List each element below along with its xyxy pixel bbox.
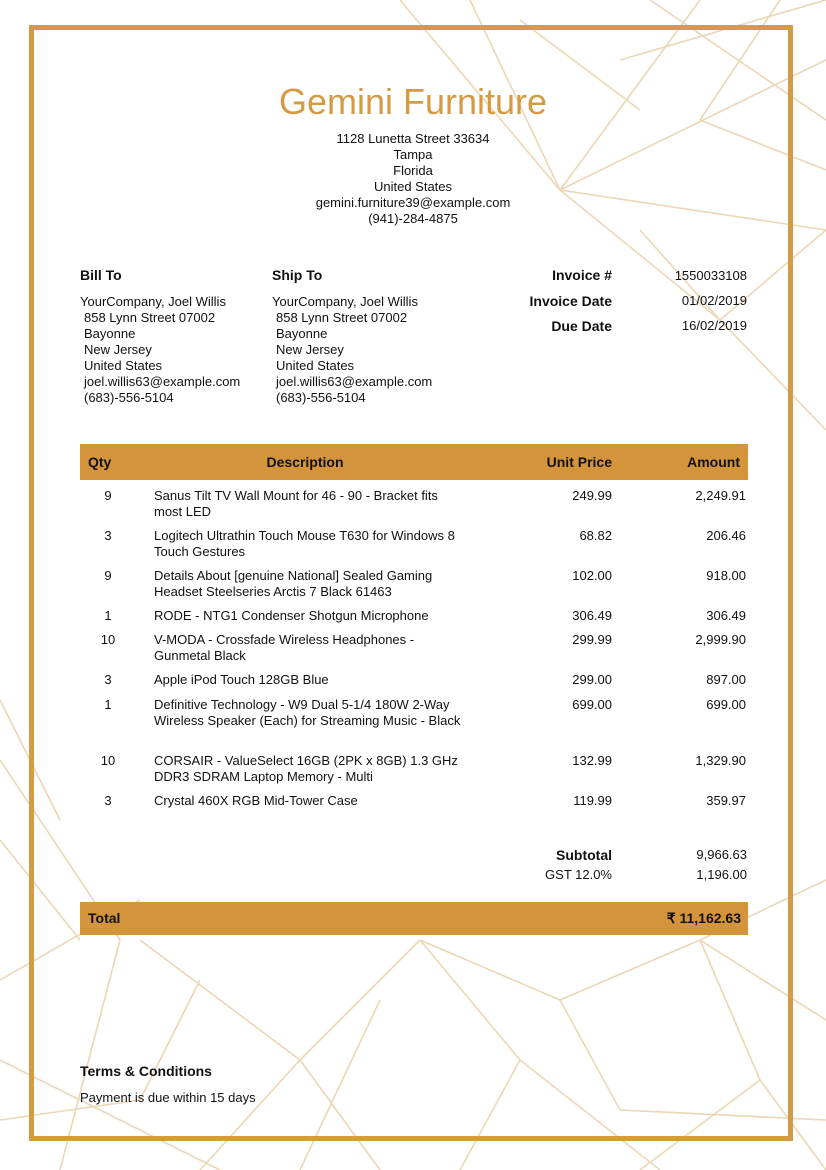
row-description: Sanus Tilt TV Wall Mount for 46 - 90 - Bracket fits most LED bbox=[154, 488, 438, 519]
total-bar bbox=[80, 902, 748, 935]
row-unit-price: 119.99 bbox=[573, 793, 612, 808]
ship-to-line: Bayonne bbox=[276, 326, 328, 341]
row-amount: 1,329.90 bbox=[695, 753, 746, 768]
description-header: Description bbox=[266, 454, 344, 470]
row-description: Details About [genuine National] Sealed Gaming Headset Steelseries Arctis 7 Black 61463 bbox=[154, 568, 433, 599]
row-qty: 10 bbox=[100, 632, 116, 647]
company-address-line: Tampa bbox=[393, 147, 433, 162]
row-amount: 918.00 bbox=[706, 568, 746, 583]
invoice-date-label: Invoice Date bbox=[529, 293, 612, 309]
row-amount: 699.00 bbox=[706, 697, 746, 712]
total-label: Total bbox=[88, 910, 121, 926]
bill-to-line: Bayonne bbox=[84, 326, 136, 341]
row-qty: 1 bbox=[104, 608, 112, 623]
bill-to-address bbox=[80, 294, 270, 406]
company-address-line: United States bbox=[373, 179, 453, 194]
row-unit-price: 299.99 bbox=[572, 632, 612, 647]
invoice-date: 01/02/2019 bbox=[681, 293, 747, 308]
ship-to-line: 858 Lynn Street 07002 bbox=[276, 310, 408, 325]
due-date: 16/02/2019 bbox=[681, 318, 747, 333]
table-row bbox=[80, 793, 748, 809]
bill-to-line: 858 Lynn Street 07002 bbox=[84, 310, 216, 325]
bill-to-name: YourCompany, Joel Willis bbox=[80, 294, 226, 309]
ship-to-line: United States bbox=[276, 358, 355, 373]
table-row bbox=[80, 697, 748, 745]
table-row bbox=[80, 753, 748, 785]
row-unit-price: 68.82 bbox=[579, 528, 612, 543]
invoice-number: 1550033108 bbox=[674, 268, 747, 283]
ship-to-name: YourCompany, Joel Willis bbox=[272, 294, 418, 309]
tax-label: GST 12.0% bbox=[545, 867, 612, 882]
amount-header: Amount bbox=[687, 454, 740, 470]
items-table-header bbox=[80, 444, 748, 480]
terms-text: Payment is due within 15 days bbox=[80, 1090, 256, 1105]
bill-to-phone: (683)-556-5104 bbox=[84, 390, 174, 405]
ship-to-line: New Jersey bbox=[276, 342, 344, 357]
company-address-line: Florida bbox=[393, 163, 433, 178]
invoice-number-label: Invoice # bbox=[552, 267, 612, 283]
tax-value: 1,196.00 bbox=[696, 867, 747, 882]
row-description: RODE - NTG1 Condenser Shotgun Microphone bbox=[154, 608, 429, 623]
row-qty: 1 bbox=[104, 697, 112, 712]
row-unit-price: 132.99 bbox=[572, 753, 612, 768]
qty-header: Qty bbox=[88, 454, 112, 470]
table-row bbox=[80, 488, 748, 520]
subtotal-label: Subtotal bbox=[556, 847, 612, 863]
ship-to-email: joel.willis63@example.com bbox=[276, 374, 433, 389]
table-row bbox=[80, 568, 748, 600]
row-qty: 9 bbox=[104, 488, 112, 503]
bill-to-email: joel.willis63@example.com bbox=[84, 374, 241, 389]
ship-to-heading: Ship To bbox=[272, 267, 323, 283]
row-qty: 3 bbox=[104, 672, 112, 687]
row-unit-price: 699.00 bbox=[572, 697, 612, 712]
row-amount: 206.46 bbox=[706, 528, 746, 543]
company-name: Gemini Furniture bbox=[278, 81, 548, 122]
row-description: V-MODA - Crossfade Wireless Headphones - Gunmetal Black bbox=[154, 632, 415, 663]
row-description: Logitech Ultrathin Touch Mouse T630 for Windows 8 Touch Gestures bbox=[154, 528, 455, 559]
row-description: CORSAIR - ValueSelect 16GB (2PK x 8GB) 1.3 GHz DDR3 SDRAM Laptop Memory - Multi bbox=[154, 753, 458, 784]
bill-to-heading: Bill To bbox=[80, 267, 122, 283]
row-description: Apple iPod Touch 128GB Blue bbox=[154, 672, 329, 687]
row-qty: 10 bbox=[100, 753, 116, 768]
table-row bbox=[80, 528, 748, 560]
row-qty: 3 bbox=[104, 793, 112, 808]
ship-to-phone: (683)-556-5104 bbox=[276, 390, 366, 405]
subtotal-value: 9,966.63 bbox=[696, 847, 747, 862]
row-amount: 897.00 bbox=[706, 672, 746, 687]
row-amount: 306.49 bbox=[706, 608, 746, 623]
row-qty: 3 bbox=[104, 528, 112, 543]
unit-price-header: Unit Price bbox=[546, 454, 612, 470]
bill-to-line: New Jersey bbox=[84, 342, 152, 357]
bill-to-line: United States bbox=[84, 358, 163, 373]
due-date-label: Due Date bbox=[551, 318, 612, 334]
row-description: Definitive Technology - W9 Dual 5-1/4 180W 2-Way Wireless Speaker (Each) for Streaming Music - Black bbox=[154, 697, 461, 728]
row-amount: 2,249.91 bbox=[695, 488, 746, 503]
company-phone: (941)-284-4875 bbox=[368, 211, 458, 226]
row-amount: 359.97 bbox=[706, 793, 746, 808]
row-unit-price: 102.00 bbox=[572, 568, 612, 583]
table-row bbox=[80, 608, 748, 624]
row-unit-price: 299.00 bbox=[572, 672, 612, 687]
company-address-line: 1128 Lunetta Street 33634 bbox=[336, 131, 490, 146]
row-description: Crystal 460X RGB Mid-Tower Case bbox=[154, 793, 358, 808]
total-value: ₹ 11,162.63 bbox=[666, 910, 741, 926]
company-email: gemini.furniture39@example.com bbox=[315, 195, 511, 210]
row-unit-price: 306.49 bbox=[572, 608, 612, 623]
ship-to-address bbox=[272, 294, 472, 406]
row-qty: 9 bbox=[104, 568, 112, 583]
row-unit-price: 249.99 bbox=[572, 488, 612, 503]
company-address bbox=[0, 131, 826, 227]
table-row bbox=[80, 672, 748, 688]
terms-heading: Terms & Conditions bbox=[80, 1063, 212, 1079]
table-row bbox=[80, 632, 748, 664]
row-amount: 2,999.90 bbox=[695, 632, 746, 647]
